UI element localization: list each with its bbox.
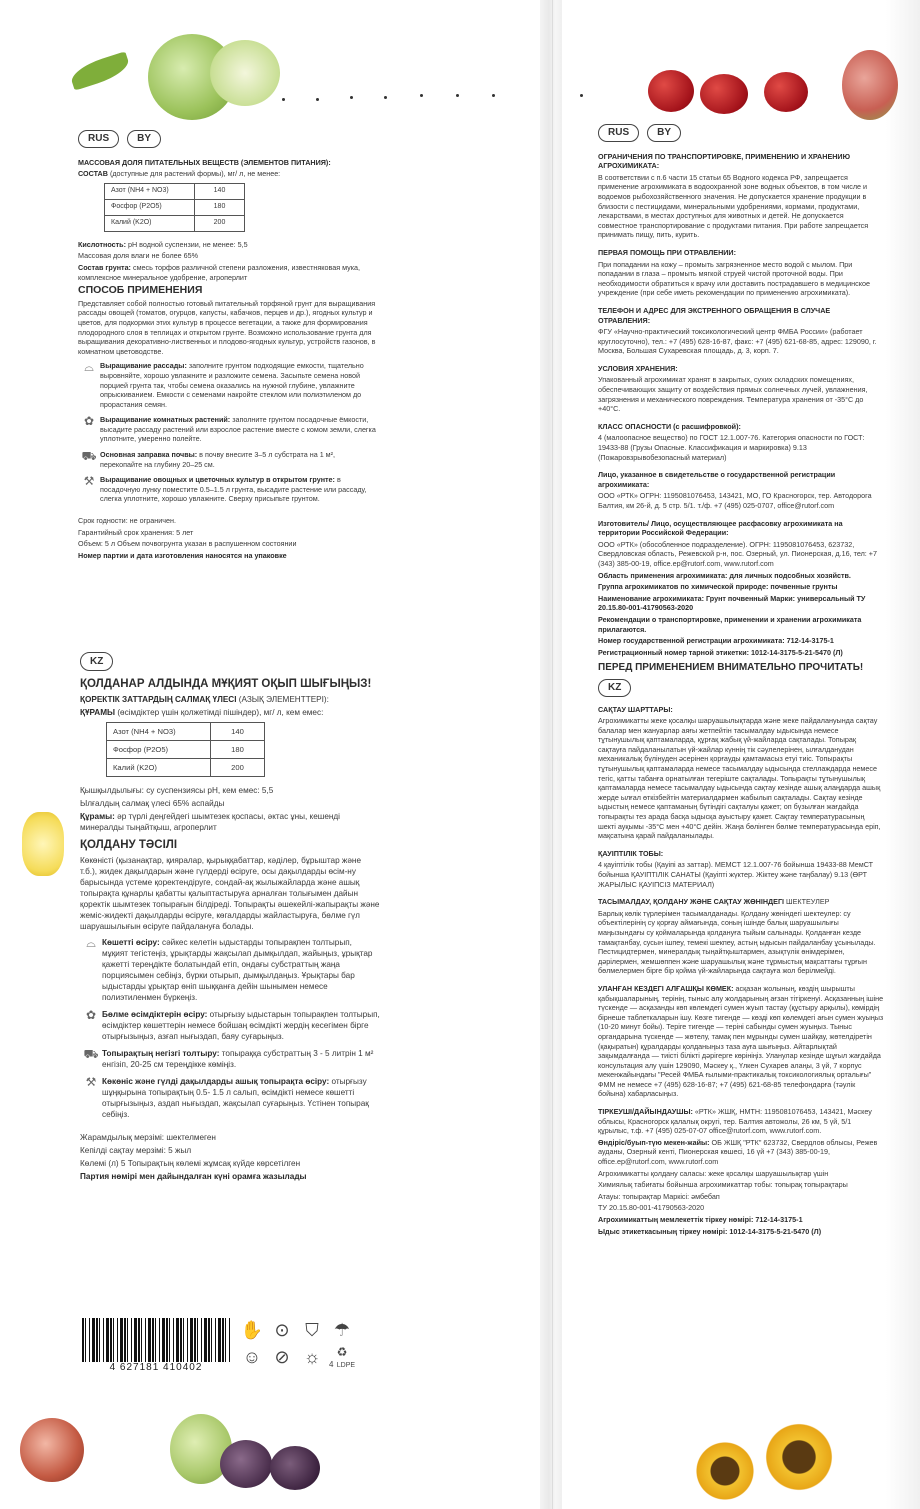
table-row	[105, 183, 245, 199]
kz-soil-text: әр түрлі деңгейдегі шымтезек қоспасы, әктас ұны, кешенді минералды тыңайтқыш, агроперлит	[80, 812, 340, 832]
lang-badge-kz: KZ	[80, 652, 113, 671]
perforation-hole	[350, 96, 353, 99]
wheelbarrow-icon: ⛟	[83, 1047, 99, 1061]
cherry-illustration	[764, 72, 808, 112]
maker-title: Изготовитель/ Лицо, осуществляющее расфасовку агрохимиката на территории Российской Федерации:	[598, 518, 843, 538]
kz-guarantee: Кепілді сақтау мерзімі: 5 жыл	[80, 1146, 192, 1155]
nutrient-name: Азот (NH4 + NO3)	[105, 183, 195, 199]
houseplant-icon: ✿	[85, 1008, 97, 1022]
sunflower-illustration	[690, 1440, 760, 1502]
method-intro: Представляет собой полностью готовый питательный торфяной грунт для выращивания рассады овощей (томатов, огурцов, капусты, кабачков, перцев и др.), ягодных культур и цветов, для подкормки этих культур в процессе вегетации, а также для формирования плодородного слоя в теплицах и открытом грунте. Возможно использование грунта для выращивания декоративно-лиственных и плодово-ягодных культур, устройств газонов, в комнатном цветоводстве.	[78, 298, 376, 356]
kz-hazard-title: ҚАУІПТІЛІК ТОБЫ:	[598, 848, 664, 858]
step-seedlings	[78, 361, 378, 409]
step-title: Бөлме өсімдіктерін өсіру:	[102, 1010, 208, 1019]
kz-composition-label: ҚҰРАМЫ	[80, 708, 116, 717]
kz-tu: ТУ 20.15.80-001-41790563-2020	[598, 1203, 705, 1213]
kz-transport-title-sub: ШЕКТЕУЛЕР	[786, 897, 830, 907]
kz-area: Агрохимикатты қолдану саласы: жеке қосалқы шаруашылықтар үшін	[598, 1168, 829, 1178]
step-title: Выращивание комнатных растений:	[100, 415, 231, 425]
lang-badge-kz: KZ	[598, 679, 631, 697]
nutrient-name: Фосфор (P2O5)	[107, 741, 211, 759]
step-title: Основная заправка почвы:	[100, 450, 198, 460]
instructions-ru	[78, 130, 378, 562]
area-text: Область применения агрохимиката: для личных подсобных хозяйств.	[598, 570, 851, 580]
shovel-icon: ⚒	[83, 474, 95, 489]
lang-badge-rus: RUS	[598, 124, 639, 142]
perforation-hole	[456, 94, 459, 97]
barcode	[82, 1318, 230, 1374]
umbrella-icon: ☂	[333, 1320, 351, 1340]
lang-badge-by: BY	[127, 130, 161, 148]
kz-volume: Көлемі (л) 5 Топырақтың көлемі жұмсақ күйде көрсетілген	[80, 1159, 301, 1168]
composition-text: (доступные для растений формы), мг/ л, не менее:	[109, 169, 281, 179]
kz-storage-title: САҚТАУ ШАРТТАРЫ:	[598, 704, 673, 714]
reg-title: Лицо, указанное в свидетельстве о государственной регистрации агрохимиката:	[598, 470, 836, 489]
kz-maker-title: ТІРКЕУШІ/ДАЙЫНДАУШЫ:	[598, 1107, 693, 1117]
soil-label: Состав грунта:	[78, 262, 131, 272]
gloves-icon: ✋	[240, 1320, 264, 1340]
step-title: Көшетті өсіру:	[102, 938, 160, 947]
step-text: в посадочную лунку поместите 0.5–1.5 л грунта, высадите растение или рассаду, слегка уплотните, хорошо увлажните. Сверху присыпьте грунтом.	[100, 475, 367, 504]
recycle-icon: ♻ 4 LDPE	[328, 1345, 356, 1369]
barcode-bars	[82, 1318, 230, 1362]
recycle-material: LDPE	[336, 1362, 356, 1369]
safety-symbols	[238, 1320, 388, 1371]
nutrient-value: 180	[195, 199, 245, 215]
kz-nutrient-table	[106, 722, 265, 777]
seedling-tray-icon: ⌓	[84, 360, 94, 375]
package-edge	[886, 0, 920, 1509]
kz-composition-text: (өсімдіктер үшін қолжетімді пішіндер), мг/ л, кем емес:	[117, 708, 324, 717]
lang-badge-by: BY	[647, 124, 681, 142]
firstaid-text: При попадании на кожу – промыть загрязненное место водой с мылом. При попадании в глаза – промыть мягкой струей чистой проточной воды. При необходимости обратиться к врачу или доставить пострадавшего в медицинское учреждение (при себе иметь рекомендации по применению агрохимиката).	[598, 259, 870, 298]
perforation-hole	[316, 98, 319, 101]
instructions-kz	[80, 652, 380, 1184]
kz-warning: ҚОЛДАНАР АЛДЫНДА МҰҚИЯТ ОҚЫП ШЫҒЫҢЫЗ!	[80, 678, 372, 690]
lang-badge-rus: RUS	[78, 130, 119, 148]
guarantee-period: Гарантийный срок хранения: 5 лет	[78, 527, 194, 537]
phone-text: ФГУ «Научно-практический токсикологический центр ФМБА России» (работает круглосуточно), тел.: +7 (495) 628-16-87, факс: +7 (495) 621-68-85, адрес: 129090, г. Москва, Большая Сухаревская площадь, д. 3, корп. 7.	[598, 327, 877, 356]
recycle-code: 4	[328, 1360, 334, 1369]
respirator-icon: ☺	[242, 1347, 262, 1367]
regulatory-info	[598, 124, 884, 1238]
lemon-illustration	[22, 812, 64, 876]
wheelbarrow-icon: ⛟	[81, 449, 97, 464]
moisture-text: Массовая доля влаги не более 65%	[78, 251, 199, 261]
step-text: в почву внесите 3–5 л субстрата на 1 м², перекопайте на глубину 20–25 см.	[100, 450, 336, 469]
recommend-text: Рекомендации о транспортировке, применении и хранении агрохимиката прилагаются.	[598, 614, 862, 634]
phone-title: ТЕЛЕФОН И АДРЕС ДЛЯ ЭКСТРЕННОГО ОБРАЩЕНИЯ В СЛУЧАЕ ОТРАВЛЕНИЯ:	[598, 305, 831, 325]
kz-step-houseplants	[80, 1009, 380, 1042]
hazard-text: 4 (малоопасное вещество) по ГОСТ 12.1.007-76. Категория опасности по ГОСТ: 19433-88 (Грузы Опасные. Классификация и маркировка) 9.13 (Пожаровзрывобезопасный материал)	[598, 433, 865, 462]
storage-text: Упакованный агрохимикат хранят в закрытых, сухих складских помещениях, обеспечивающих защиту от воздействия прямых солнечных лучей, увлажнения, загрязнения и механического повреждения. Температура хранения от -35°С до +40°С.	[598, 375, 868, 414]
kz-shelf-life: Жарамдылық мерзімі: шектелмеген	[80, 1133, 216, 1142]
nutrient-value: 200	[211, 759, 265, 777]
step-open-ground	[78, 475, 378, 504]
nutrient-name: Фосфор (P2O5)	[105, 199, 195, 215]
plum-illustration	[220, 1440, 272, 1488]
kz-soil-label: Құрамы:	[80, 812, 115, 821]
kz-name: Атауы: топырақтар Маркісі: әмбебап	[598, 1191, 720, 1201]
kz-storage-text: Агрохимикатты жеке қосалқы шаруашылықтарда және жеке пайдалануында сақтау балалар мен жануарлар аяғы жетпейтін тасымалдау ыдысында немесе тұтынушылық қаптамаларда, құрғақ жабық үй-жайларда сақталады. Топырақ сақтауға пайдаланылатын үй-жайлар күннің тік сәулелерінен, ылғалданудан механикалық бүлінуден әсерінен қорғауды қамтамасыз етуі тиіс. Топырақты тұтынушылық қаптамаларда немесе тасымалдау ыдысында стеллаждарда немесе тегіс, қатты табанға орнатылған тегеріште сақталады. Топырақты тұтынушылық қаптамаларда немесе тасымалдау ыдысында сақтау кезінде ашық алаңдарда ашық жерде ылғал өткізбейтін материалдармен жабылып сақталады. Сақтау кезінде ыдыстың немесе қаптаманың бүтіндігі сақталуы қажет; оп бүзылған жағдайда топырақты тез арада басқа ыдысқа ауыстыру қажет. Сақтау температурасының шекті ауқымы -35°С мен +40°С дейін. Жаңа бөлінген бөлме температурасында еріп, мақсатына қарай пайдаланылады.	[598, 716, 881, 841]
name-text: Наименование агрохимиката: Грунт почвенный Марки: универсальный ТУ 20.15.80-001-41790563-2020	[598, 593, 866, 613]
kz-state-reg: Агрохимикаттың мемлекеттік тіркеу нөмірі: 712-14-3175-1	[598, 1215, 803, 1224]
kz-step-open-ground	[80, 1076, 380, 1120]
step-text: сәйкес келетін ыдыстарды топырақпен толтырып, мұқият тегістеңіз, ұрықтарды жақсылап дымқылдап, жайыңыз, ұрықтар қажетті тереңдікте болатындай етіп, ондағы субстраттың жаңа порциясымен себіңіз, бүрки отырып, дымқылдаңыз. Ұрықтары бар ыдыстарды ұрықтар өніп шыққанға дейін шынымен немесе полиэтиленмен бүркеңіз.	[102, 938, 373, 1002]
step-text: заполните грунтом посадочные ёмкости, высадите рассаду растений или взрослое растение вместе с комом земли, слегка уплотните, умеренно полейте.	[100, 415, 376, 444]
maker-text: ООО «РТК» (обособленное подразделение). ОГРН: 1195081076453, 623732, Свердловская область, Режевской р-н, пос. Озерный, ул. Пионерская, д.16, тел: +7 (343) 385-00-19, office.ep@rutorf.com, www.rutorf.com	[598, 539, 877, 568]
kz-tare-reg: Ыдыс этикеткасының тіркеу нөмірі: 1012-14-3175-5-21-5470 (Л)	[598, 1226, 822, 1236]
kz-moisture: Ылғалдың салмақ үлесі 65% аспайды	[80, 799, 225, 808]
nutrient-table	[104, 183, 245, 232]
nutrient-value: 140	[195, 183, 245, 199]
kz-producer-text: ОБ ЖШҚ "РТК" 623732, Свердлов облысы, Режев ауданы, Озерный кенті, Пионерская көшесі, 16 үй +7 (343) 385-00-19, office.ep@rutorf.com, www.rutorf.com	[598, 1137, 878, 1167]
perforation-hole	[492, 94, 495, 97]
state-reg-text: Номер государственной регистрации агрохимиката: 712-14-3175-1	[598, 636, 834, 646]
right-warning: ПЕРЕД ПРИМЕНЕНИЕМ ВНИМАТЕЛЬНО ПРОЧИТАТЬ!	[598, 662, 864, 674]
method-title: СПОСОБ ПРИМЕНЕНИЯ	[78, 284, 203, 297]
houseplant-icon: ✿	[83, 414, 95, 429]
nutrient-value: 180	[211, 741, 265, 759]
step-text: топыраққа субстраттың 3 - 5 литрін 1 м² енгізіп, 20-25 см тереңдікке көміңіз.	[102, 1049, 374, 1069]
step-title: Көкөніс және гүлді дақылдарды ашық топырақта өсіру:	[102, 1077, 330, 1086]
nutrient-name: Калий (K2O)	[107, 759, 211, 777]
kz-firstaid-text: асқазан жолының, көздің шырышты қабықшаларының, терінің, тыныс алу жолдарының ағзан тітіркенуі. Асқазанның ішіне түскенде — асқазанды көп көлемдегі сумен жуып тастау (құстыру арқылы), көмірдің бірнеше таблеткаларын ішу. Көзге тигенде — көзді көп көлемдегі ағын сумен жуыңыз (10-20 минут бойы). Теріге тигенде — теріні сабынды сумен жуыңыз. Тыныс органдарына түскенде — жөтелу, тамақ пен мұрынды сумен шайқау, жөтелдіретін (қақыратын) құралдарды қолданыңыз таза ауға шығыңыз. Айтарлықтай зақымдалғанда — тиісті білікті дәрігерге көрініңіз. Уланулар кезінде шұғыл жағдайда консультация алу үшін 129090, Мәскеу қ., Үлкен Сухарев алаңы, 3 үй, 7 корпус мекенжайындағы "Ресей ФМБА ғылыми-практикалық токсикологиялық орталығы" ФММ не немесе +7 (495) 628-16-87; +7 (495) 621-68-85 телефондарға (тәулік бойына) хабарласыңыз.	[598, 983, 884, 1099]
package-crease	[540, 0, 562, 1509]
mass-title: МАССОВАЯ ДОЛЯ ПИТАТЕЛЬНЫХ ВЕЩЕСТВ (ЭЛЕМЕНТОВ ПИТАНИЯ):	[78, 157, 331, 167]
shelf-life: Срок годности: не ограничен.	[78, 516, 176, 526]
table-row	[107, 741, 265, 759]
seedling-tray-icon: ⌓	[86, 936, 96, 950]
step-title: Топырақтың негізгі толтыру:	[102, 1049, 220, 1058]
kz-maker-text: «РТК» ЖШҚ, НМТН: 1195081076453, 143421, Мәскеу облысы, Красногорск қалалық округі, тер. Балтия автожолы, 26 км, 5 үй, 5/1 құрылыс, т.ф. +7 (495) 025-07-07 office@rutorf.com, www.rutorf.com.	[598, 1107, 872, 1136]
kz-transport-title: ТАСЫМАЛДАУ, ҚОЛДАНУ ЖӘНЕ САҚТАУ ЖӨНІНДЕГІ	[598, 897, 785, 907]
perforation-hole	[384, 96, 387, 99]
reg-text: ООО «РТК» ОГРН: 1195081076453, 143421, МО, ГО Красногорск, тер. Автодорога Балтия, км 26-й, д. 5 стр. 5/1. т./ф. +7 (495) 025-0707, office@rutorf.com	[598, 491, 872, 510]
plum-illustration	[270, 1446, 320, 1490]
batch-text: Номер партии и дата изготовления наносятся на упаковке	[78, 550, 287, 560]
kz-step-seedlings	[80, 937, 380, 1003]
perforation-hole	[580, 94, 583, 97]
firstaid-title: ПЕРВАЯ ПОМОЩЬ ПРИ ОТРАВЛЕНИИ:	[598, 247, 736, 257]
cherry-illustration	[648, 70, 694, 112]
table-row	[107, 723, 265, 741]
shovel-icon: ⚒	[85, 1075, 97, 1089]
kz-method-title: ҚОЛДАНУ ТӘСІЛІ	[80, 839, 178, 851]
no-food-icon: ⊘	[274, 1347, 290, 1367]
sun-icon: ☼	[303, 1347, 321, 1367]
nutrient-name: Калий (K2O)	[105, 215, 195, 231]
cherry-illustration	[700, 74, 748, 114]
step-text: отырғызу ыдыстарын топырақпен толтырып, өсімдіктер көшеттерін немесе бойшаң өсімдікті жердің кесегімен бірге отырғызыңыз, азғап нығыздап, баяу суғарыңыз.	[102, 1010, 380, 1041]
transport-title: ОГРАНИЧЕНИЯ ПО ТРАНСПОРТИРОВКЕ, ПРИМЕНЕНИЮ И ХРАНЕНИЮ АГРОХИМИКАТА:	[598, 151, 851, 171]
perforation-hole	[420, 94, 423, 97]
step-houseplants	[78, 415, 378, 444]
apple-slice-illustration	[210, 40, 280, 106]
barcode-number: 4 627181 410402	[109, 1362, 203, 1373]
transport-text: В соответствии с п.6 части 15 статьи 65 Водного кодекса РФ, запрещается применение агрохимиката в водоохранной зоне водных объектов, в том числе и водоемов рыбохозяйственного значения. Не допускается хранение продукции в близости с пестицидами, минеральными удобрениями, кормами, продуктами, лекарствами, в местах доступных для животных и детей. Не допускается совместное транспортирование с продуктами питания. При работе запрещается принимать пищу, пить, курить.	[598, 172, 869, 240]
tare-reg-text: Регистрационный номер тарной этикетки: 1012-14-3175-5-21-5470 (Л)	[598, 647, 843, 657]
table-row	[107, 759, 265, 777]
nutrient-value: 140	[211, 723, 265, 741]
goggles-icon: ⊙	[274, 1320, 290, 1340]
volume-text: Объем: 5 л Объем почвогрунта указан в распушенном состоянии	[78, 539, 297, 549]
sunflower-illustration	[760, 1420, 838, 1494]
step-title: Выращивание рассады:	[100, 361, 187, 371]
pear-illustration	[842, 50, 898, 120]
package-crease-line	[552, 0, 553, 1509]
step-title: Выращивание овощных и цветочных культур в открытом грунте:	[100, 475, 335, 485]
acidity-text: pH водной суспензии, не менее: 5,5	[127, 239, 248, 249]
table-row	[105, 199, 245, 215]
step-text: заполните грунтом подходящие емкости, тщательно выровняйте, хорошо увлажните и разложите семена. Засыпьте семена новой порцией грунта так, чтобы семена оказались на нужной глубине, увлажните опрыскиванием. Емкости с семенами накройте стеклом или полиэтиленом до прорастания семян.	[100, 361, 364, 409]
kz-hazard-text: 4 қауіптілік тобы (Қауіпі аз заттар). МЕМСТ 12.1.007-76 бойынша 19433-88 МемСТ бойынша ҚАУІПТІЛІК САНАТЫ (Қауіпті жүктер. Жіктеу және таңбалау) 9.13 (ӨРТ ЖАРЫЛЫС ҚАУІПСІЗ МАТЕРИАЛ)	[598, 860, 874, 889]
perforation-hole	[282, 98, 285, 101]
nutrient-value: 200	[195, 215, 245, 231]
composition-label: СОСТАВ	[78, 169, 108, 179]
apron-icon: ⛉	[305, 1320, 319, 1340]
kz-mass-sub: (АЗЫҚ ЭЛЕМЕНТТЕРІ):	[238, 695, 329, 704]
step-text: отырғызу шұңқырына топырақтың 0.5- 1.5 л салып, өсімдікті немесе көшетті отырғызыңыз, аздап нығыздап, жақсылап суғарыңыз. Үстінен топырақ себіңіз.	[102, 1077, 369, 1119]
leaf-illustration	[68, 51, 132, 90]
group-text: Группа агрохимикатов по химической природе: почвенные грунты	[598, 582, 838, 592]
kz-firstaid-title: УЛАНҒАН КЕЗДЕГІ АЛҒАШҚЫ КӨМЕК:	[598, 983, 734, 993]
kz-producer-title: Өндіріс/буып-түю мекен-жайы:	[598, 1137, 710, 1147]
kz-acidity: Қышқылдылығы: су суспензиясы pH, кем емес: 5,5	[80, 786, 274, 795]
kz-method-intro: Көкөністі (қызанақтар, қияралар, қырыққабаттар, кәділер, бұрыштар және т.б.), жидек дақылдарын және гүлдерді өсіруге, осы дақылдарды өсім-ну барысында үстеме қоректендіруге, сондай-ақ жылыжайларда және ашық топырақта құнарлы қабатты қалыптастыруға арналған толығымен дайын қоректік шымтезек топырағын білдіреді. Топырақты әшекейлі-жапырақты және жеміс-жидекті дақылдарды өсіруге, көгалдарды жайластыруға, бөлме гүл шаруашылығын өсіруге пайдалануға болады.	[80, 856, 380, 931]
storage-title: УСЛОВИЯ ХРАНЕНИЯ:	[598, 363, 678, 373]
step-soil	[78, 450, 378, 469]
kz-mass-title: ҚОРЕКТІК ЗАТТАРДЫҢ САЛМАҚ ҮЛЕСІ	[80, 695, 237, 704]
hazard-title: КЛАСС ОПАСНОСТИ (с расшифровкой):	[598, 421, 741, 431]
apple-illustration	[20, 1418, 84, 1482]
kz-step-soil	[80, 1048, 380, 1070]
acidity-label: Кислотность:	[78, 239, 126, 249]
nutrient-name: Азот (NH4 + NO3)	[107, 723, 211, 741]
soil-text: смесь торфов различной степени разложения, известняковая мука, комплексное минеральное удобрение, агроперлит	[78, 262, 361, 282]
kz-batch: Партия нөмірі мен дайындалған күні орамға жазылады	[80, 1172, 307, 1181]
kz-transport-text: Барлық көлік түрлерімен тасымалданады. Қолдану жөніндегі шектеулер: су объектілерінің су қорғау аймағында, соның ішінде балық шаруашылығы маңызындағы су қоймаларында қолдануға тыйым салынады. Қолданған кезде тамақтанбау, сусын ішпеу, темекі шекпеу, астың ыдысын пайдаланбау ұсынылады. Пестицидтермен, минералдық тыңайтқыштармен, азықтүлік өнімдерімен, дәрілермен, жемшөппен және шаруашылық және тұрмыстық мақсаттағы тұрғын бөлмелермен бірге бір қойма үй-жайларында сақтауға жол берілмейді.	[598, 908, 876, 976]
table-row	[105, 215, 245, 231]
kz-group: Химиялық табиғаты бойынша агрохимикаттар тобы: топырақ топырақтары	[598, 1180, 848, 1190]
